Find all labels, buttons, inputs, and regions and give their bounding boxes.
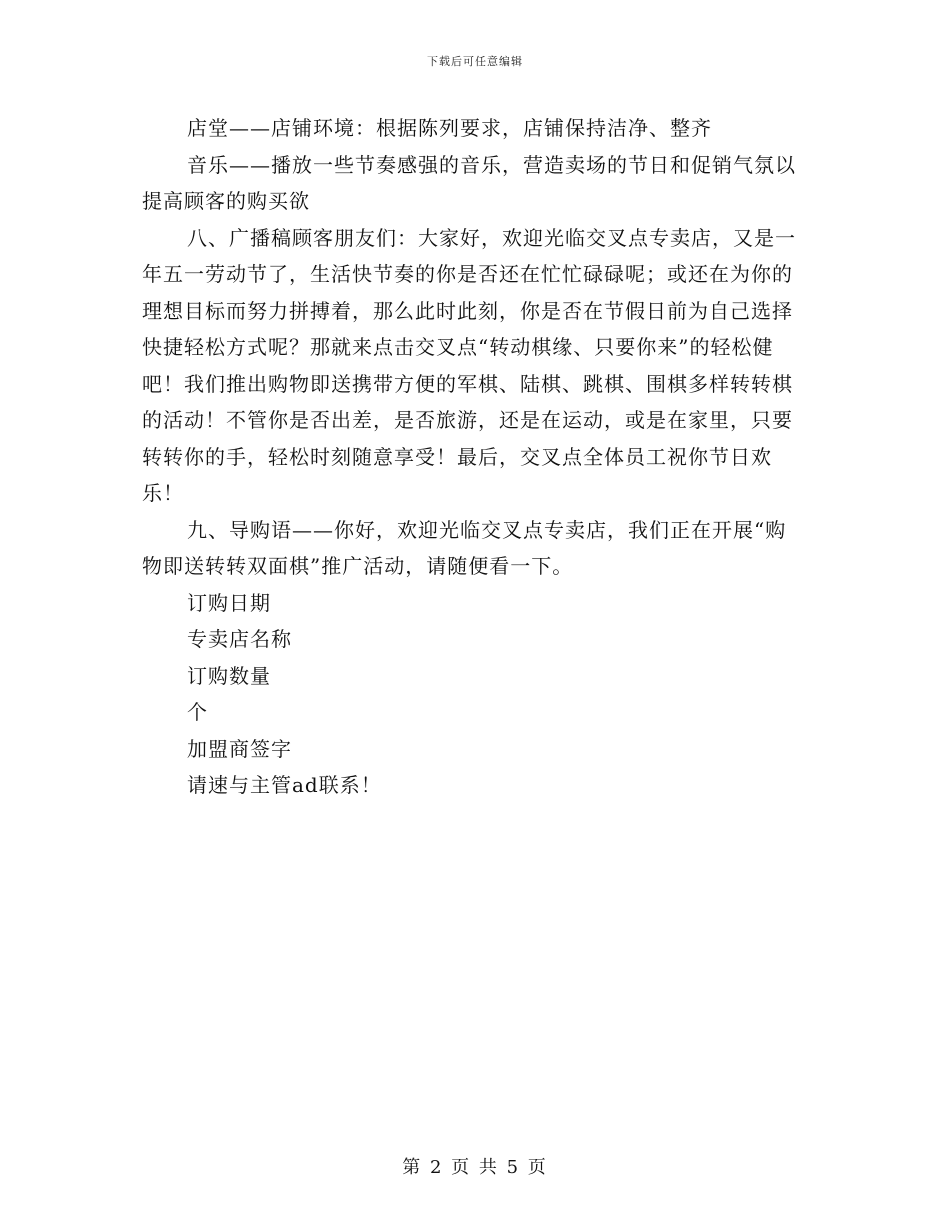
page-footer: 第 2 页 共 5 页 xyxy=(402,1157,548,1178)
field-unit: 个 xyxy=(187,700,208,724)
paragraph-store-environment: 店堂——店铺环境：根据陈列要求，店铺保持洁净、整齐 xyxy=(187,116,712,140)
field-contact-note: 请速与主管ad联系！ xyxy=(187,773,382,797)
paragraph-broadcast: 八、广播稿顾客朋友们：大家好，欢迎光临交叉点专卖店，又是一年五一劳动节了，生活快节奏的你是否还在忙忙碌碌呢；或还在为你的理想目标而努力拼搏着，那么此时此刻，你是否在节假日前为自己选择快捷轻松方式呢？那就来点击交叉点“转动棋缘、只要你来”的轻松健吧！我们推出购物即送携带方便的军棋、陆棋、跳棋、围棋多样转转棋的活动！不管你是否出差，是否旅游，还是在运动，或是在家里，只要转转你的手，轻松时刻随意享受！最后，交叉点全体员工祝你节日欢乐！ xyxy=(142,225,796,505)
paragraph-music: 音乐——播放一些节奏感强的音乐，营造卖场的节日和促销气氛以提高顾客的购买欲 xyxy=(142,152,796,213)
field-order-quantity: 订购数量 xyxy=(187,663,271,688)
paragraph-sales-pitch: 九、导购语——你好，欢迎光临交叉点专卖店，我们正在开展“购物即送转转双面棋”推广活动，请随便看一下。 xyxy=(142,517,787,578)
page-header: 下载后可任意编辑 xyxy=(427,55,523,68)
document-body xyxy=(142,110,802,804)
field-franchisee-signature: 加盟商签字 xyxy=(187,736,292,761)
field-store-name: 专卖店名称 xyxy=(187,627,292,651)
field-order-date: 订购日期 xyxy=(187,590,271,615)
